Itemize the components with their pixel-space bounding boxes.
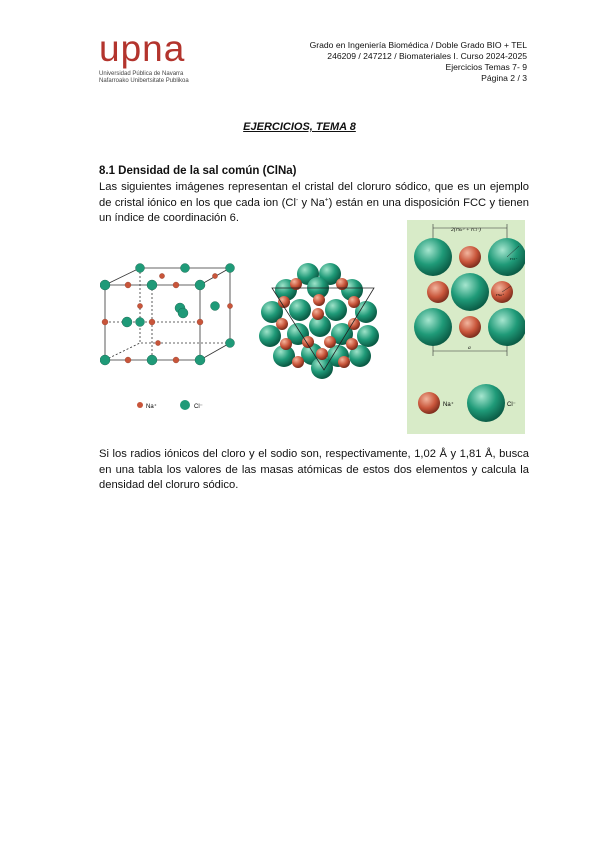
header-topics: Ejercicios Temas 7- 9 bbox=[445, 62, 527, 72]
legend-cl-text: Cl⁻ bbox=[507, 402, 516, 408]
legend-cl-sphere bbox=[467, 384, 505, 422]
legend-na-swatch bbox=[137, 402, 143, 408]
nacl-cross-section-figure bbox=[407, 220, 525, 434]
nacl-packing-figure bbox=[258, 262, 388, 382]
legend-na-sphere bbox=[418, 392, 440, 414]
dim-a-label: a bbox=[468, 345, 471, 351]
logo-subtitle-eu: Nafarroako Unibertsitate Publikoa bbox=[99, 78, 189, 84]
header-course: 246209 / 247212 / Biomateriales I. Curso 2024-2025 bbox=[327, 51, 527, 61]
nacl-unit-cell-figure bbox=[100, 258, 245, 418]
page-title: EJERCICIOS, TEMA 8 bbox=[243, 121, 356, 133]
intro-paragraph: Las siguientes imágenes representan el cristal del cloruro sódico, que es un ejemplo de cristal iónico en los que cada ion (Cl- y Na+) están en una disposición FCC y tienen un índice de coordinación 6. bbox=[99, 181, 529, 224]
legend-cl-label: Cl⁻ bbox=[194, 404, 203, 410]
header-degree: Grado en Ingeniería Biomédica / Doble Grado BIO + TEL bbox=[309, 40, 527, 50]
logo-wordmark: upna bbox=[99, 28, 186, 69]
legend-na-label: Na⁺ bbox=[146, 404, 157, 410]
legend-na-text: Na⁺ bbox=[443, 402, 454, 408]
logo-subtitle-es: Universidad Pública de Navarra bbox=[99, 71, 184, 77]
question-paragraph: Si los radios iónicos del cloro y el sodio son, respectivamente, 1,02 Å y 1,81 Å, busca en una tabla los valores de las masas atómicas de estos dos elementos y calcula la densidad del cloruro sódico. bbox=[99, 448, 529, 491]
dim-top-label: 2(rNa⁺ + rCl⁻) bbox=[451, 227, 481, 233]
section-heading: 8.1 Densidad de la sal común (ClNa) bbox=[99, 165, 297, 177]
r-na-label: rNa⁺ bbox=[496, 292, 504, 297]
r-cl-label: rCl⁻ bbox=[510, 256, 517, 261]
legend-cl-swatch bbox=[180, 400, 190, 410]
header-page: Página 2 / 3 bbox=[481, 73, 527, 83]
